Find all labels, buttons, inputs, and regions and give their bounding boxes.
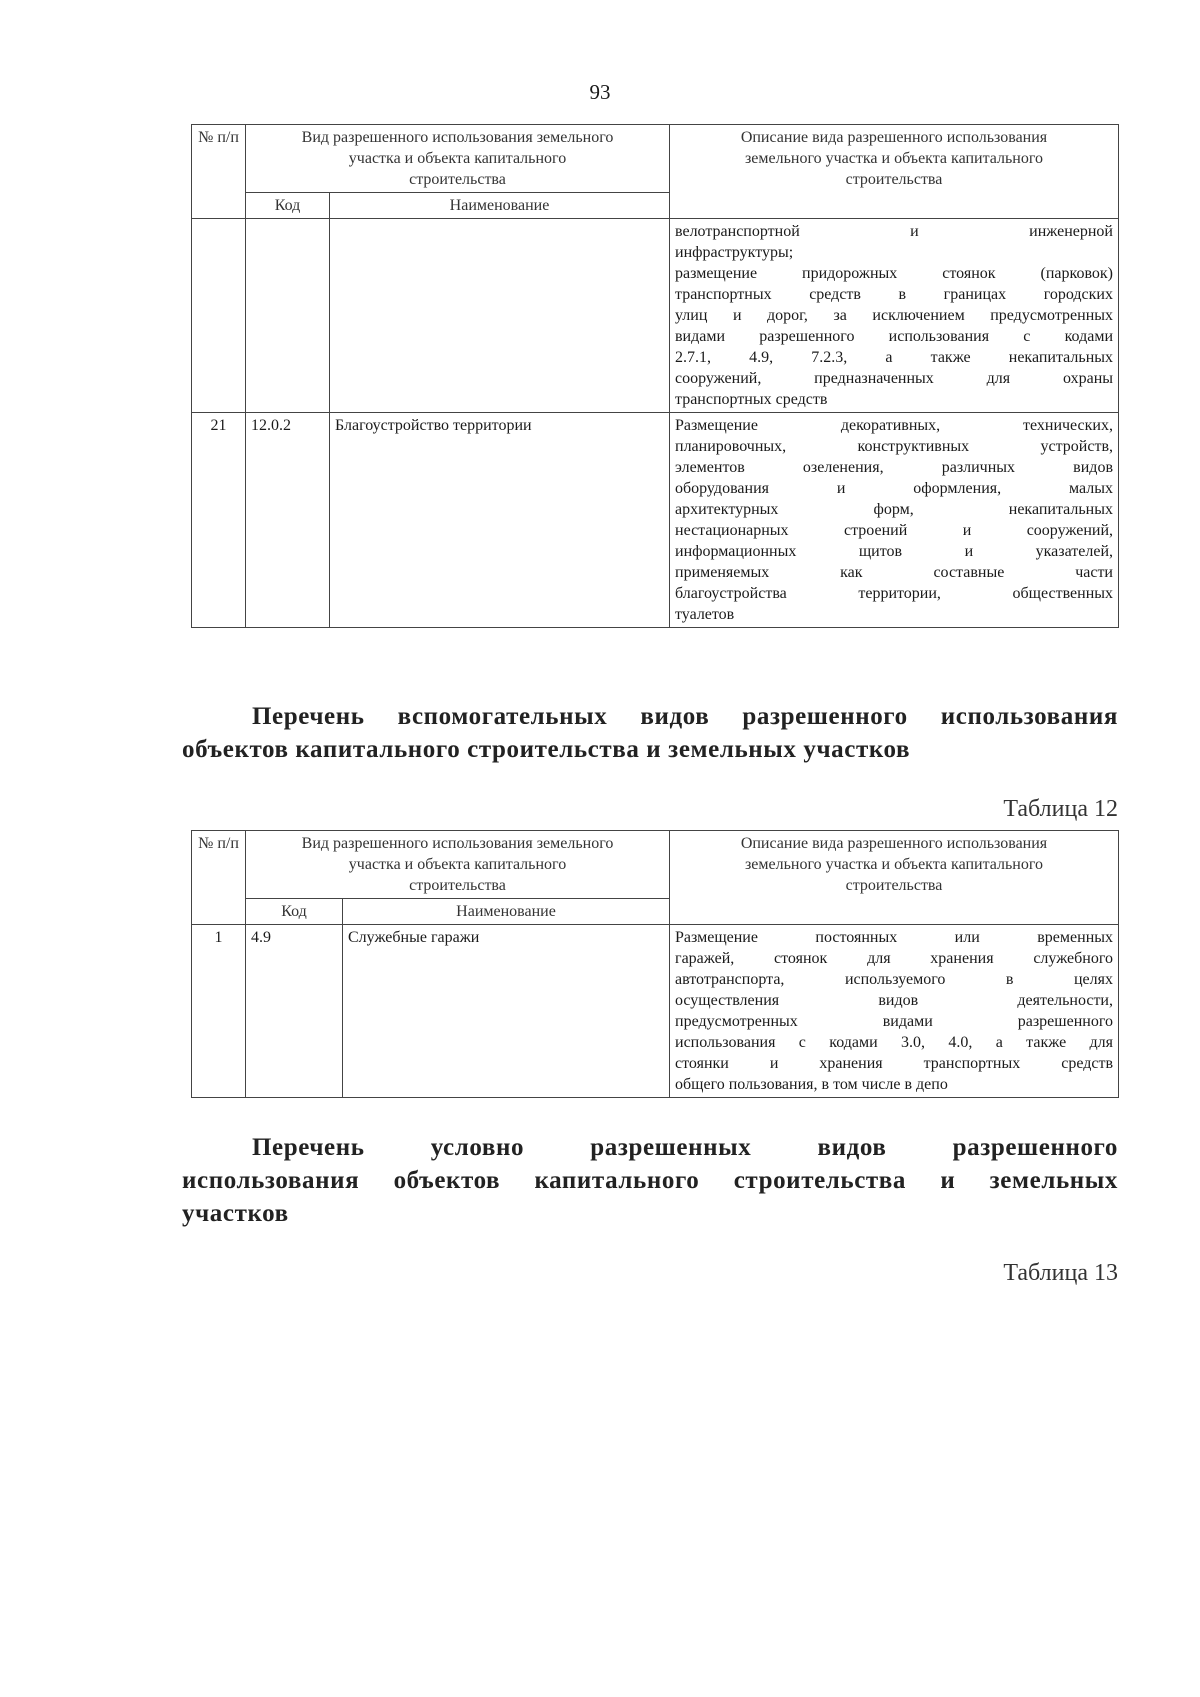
cell-description: Размещение декоративных, технических, планировочных, конструктивных устройств, элементов озеленения, различных видов оборудования и оформления, малых архитектурных форм, некапитальных нестационарных строений и сооружений, информационных щитов и указателей, применяемых как составные части благоустройства территории, общественных туалетов [670,413,1119,628]
cell-code [246,219,330,413]
page-number: 93 [589,80,611,104]
header-name: Наименование [330,193,670,219]
cell-name: Служебные гаражи [343,925,670,1098]
header-code: Код [246,193,330,219]
cell-num: 21 [192,413,246,628]
table-row [192,413,1119,628]
header-group: Вид разрешенного использования земельного участка и объекта капитального строительства [246,831,670,899]
section-heading-conditional: Перечень условно разрешенных видов разрешенного использования объектов капитального строительства и земельных участков [182,1134,1118,1227]
table-caption-12: Таблица 12 [1003,796,1118,822]
header-code: Код [246,899,343,925]
header-num: № п/п [192,831,246,925]
cell-num [192,219,246,413]
table-caption-13: Таблица 13 [1003,1260,1118,1286]
cell-code: 4.9 [246,925,343,1098]
table-12 [191,830,1119,1098]
header-description: Описание вида разрешенного использования земельного участка и объекта капитального строительства [670,831,1119,925]
table-row [192,925,1119,1098]
header-description: Описание вида разрешенного использования земельного участка и объекта капитального строительства [670,125,1119,219]
table-continued [191,124,1119,628]
cell-description: Размещение постоянных или временных гаражей, стоянок для хранения служебного автотранспорта, используемого в целях осуществления видов деятельности, предусмотренных видами разрешенного использования с кодами 3.0, 4.0, а также для стоянки и хранения транспортных средств общего пользования, в том числе в депо [670,925,1119,1098]
header-name: Наименование [343,899,670,925]
cell-name [330,219,670,413]
cell-description-continued: велотранспортной и инженерной инфраструктуры; размещение придорожных стоянок (парковок) транспортных средств в границах городских улиц и дорог, за исключением предусмотренных видами разрешенного использования с кодами 2.7.1, 4.9, 7.2.3, а также некапитальных сооружений, предназначенных для охраны транспортных средств [670,219,1119,413]
cell-code: 12.0.2 [246,413,330,628]
header-group: Вид разрешенного использования земельного участка и объекта капитального строительства [246,125,670,193]
cell-name: Благоустройство территории [330,413,670,628]
header-num: № п/п [192,125,246,219]
cell-num: 1 [192,925,246,1098]
section-heading-auxiliary: Перечень вспомогательных видов разрешенного использования объектов капитального строительства и земельных участков [182,703,1118,763]
table-row [192,219,1119,413]
